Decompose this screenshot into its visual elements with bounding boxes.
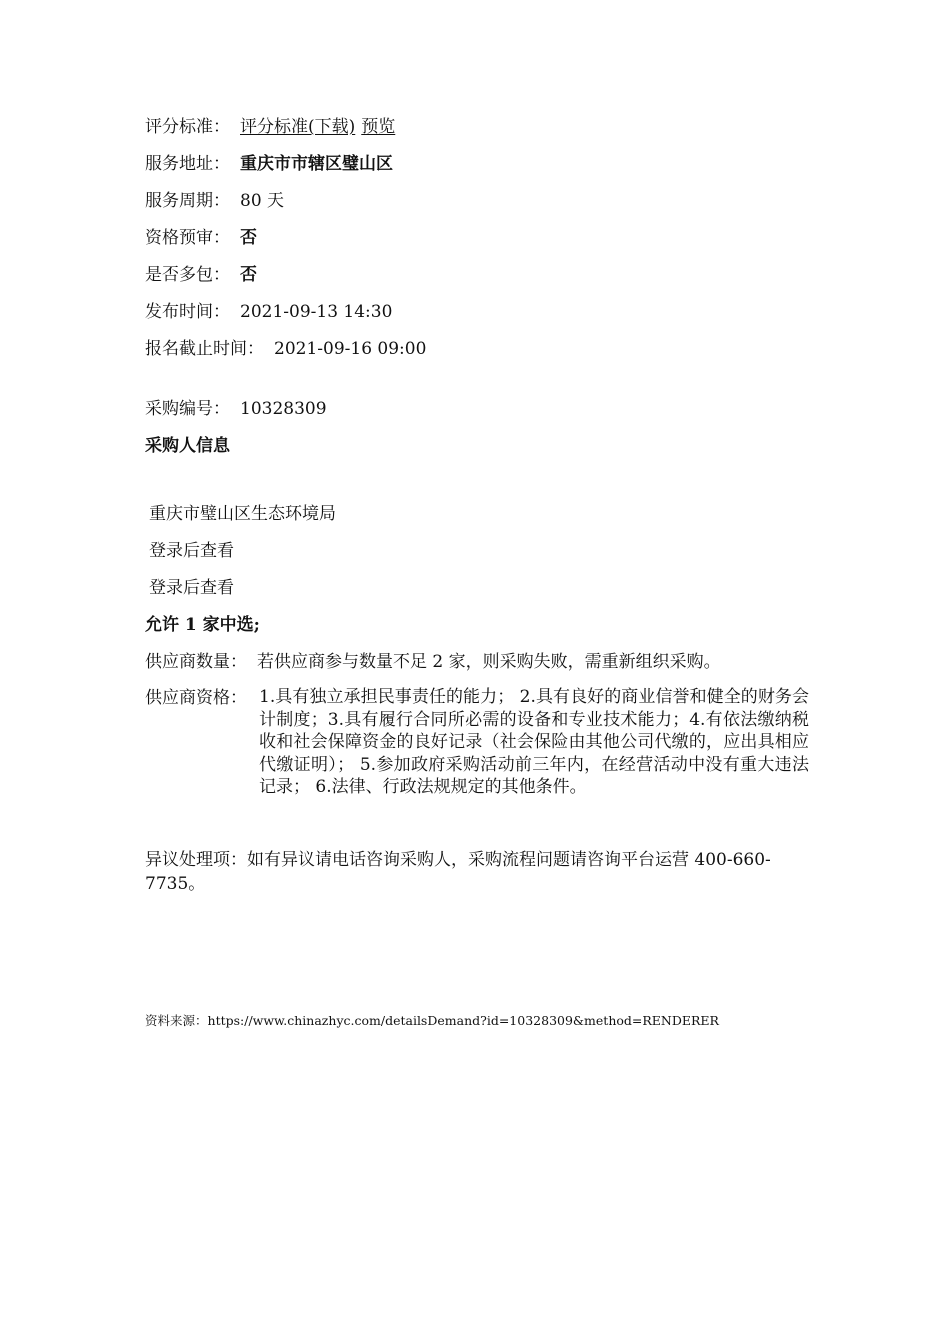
publish-time-label: 发布时间： [145,302,230,322]
source-footer [145,1012,719,1030]
service-address-value: 重庆市市辖区璧山区 [240,154,393,174]
scoring-row [145,115,395,139]
supplier-count-label: 供应商数量： [145,652,247,672]
purchaser-contact-1: 登录后查看 [149,541,234,561]
registration-deadline-row [145,337,426,361]
multi-package-row [145,263,257,287]
prequalification-label: 资格预审： [145,228,230,248]
multi-package-value: 否 [240,265,257,285]
procurement-number-row [145,397,327,421]
service-address-row [145,152,393,176]
service-period-value: 80 天 [240,191,285,211]
service-period-row [145,189,284,213]
purchaser-name: 重庆市璧山区生态环境局 [149,504,336,524]
scoring-label: 评分标准： [145,117,230,137]
scoring-download-link[interactable]: 评分标准(下载) [240,117,356,137]
selection-note: 允许 1 家中选; [145,615,260,635]
publish-time-value: 2021-09-13 14:30 [240,302,393,322]
procurement-number-value: 10328309 [240,399,327,419]
purchaser-contact-2: 登录后查看 [149,578,234,598]
registration-deadline-value: 2021-09-16 09:00 [274,339,427,359]
supplier-qualification-label: 供应商资格： [145,688,247,708]
registration-deadline-label: 报名截止时间： [145,339,264,359]
prequalification-row [145,226,257,250]
objection-row [145,848,785,896]
supplier-count-value: 若供应商参与数量不足 2 家，则采购失败，需重新组织采购。 [257,652,721,672]
multi-package-label: 是否多包： [145,265,230,285]
service-period-label: 服务周期： [145,191,230,211]
scoring-preview-link[interactable]: 预览 [361,117,396,137]
procurement-number-label: 采购编号： [145,399,230,419]
objection-value: 如有异议请电话咨询采购人，采购流程问题请咨询平台运营 400-660-7735。 [145,850,771,894]
objection-label: 异议处理项： [145,850,247,870]
source-label: 资料来源： [145,1013,208,1028]
supplier-count-row [145,650,721,674]
service-address-label: 服务地址： [145,154,230,174]
source-url: https://www.chinazhyc.com/detailsDemand?id=10328309&method=RENDERER [207,1013,719,1028]
publish-time-row [145,300,392,324]
prequalification-value: 否 [240,228,257,248]
supplier-qualification-text: 1.具有独立承担民事责任的能力； 2.具有良好的商业信誉和健全的财务会计制度；3.具有履行合同所必需的设备和专业技术能力；4.有依法缴纳税收和社会保障资金的良好记录（社会保险由其他公司代缴的，应出具相应代缴证明）； 5.参加政府采购活动前三年内，在经营活动中没有重大违法记录； 6.法律、行政法规规定的其他条件。 [259,687,809,797]
purchaser-section-title: 采购人信息 [145,436,230,456]
